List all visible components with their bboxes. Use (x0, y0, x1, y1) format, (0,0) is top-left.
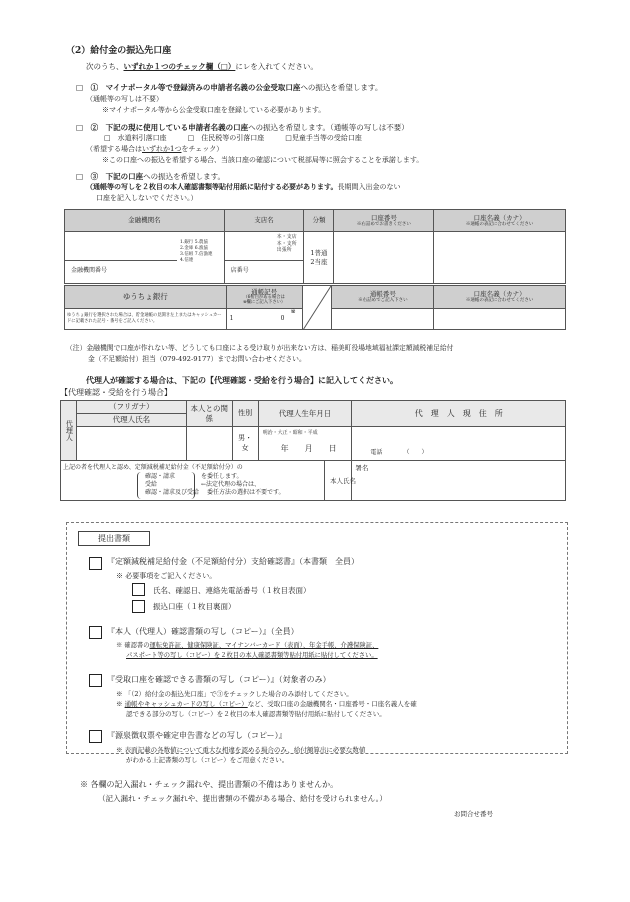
delegation-right-2: ←法定代理の場合は、 (201, 481, 261, 488)
h-institution: 金融機関名 (65, 210, 225, 232)
yucho-mark-cell[interactable] (226, 309, 302, 330)
yucho-number-cell[interactable] (332, 309, 434, 330)
final-check-2: （記入漏れ・チェック漏れや、提出書類の不備がある場合、給付を受けられません。） (98, 794, 387, 803)
h-proxy-name: 代理人氏名 (76, 414, 186, 427)
doc3-note-3: 認できる部分の写し（コピー）を２枚目の本人確認書類等貼付用紙に貼付してください。 (126, 710, 386, 718)
instruction: 次のうち、いずれか１つのチェック欄（□）にレを入れてください。 (86, 62, 318, 71)
h-yucho-mark: 通帳記号 （6桁目がある場合は ※欄にご記入下さい） (226, 286, 302, 309)
account-number-cell[interactable] (334, 232, 434, 284)
proxy-side-label: 代理人 (61, 401, 77, 461)
relation-cell[interactable] (186, 427, 232, 461)
option-2-hope: （希望する場合はいずれか1つをチェック） (86, 145, 224, 153)
bank-table (64, 209, 566, 284)
delegation-right-1: を委任します。 (201, 473, 243, 480)
doc1-sub2-checkbox[interactable] (132, 600, 145, 613)
h-yucho-account-name: 口座名義（カナ） ※通帳の表記に合わせてください (434, 286, 566, 309)
doc1-label: 『定額減税補足給付金（不足額給付分）支給確認書』（本書類 全員） (107, 557, 359, 566)
delegation-option-3[interactable]: 確認・請求及び受給 (145, 489, 200, 496)
yucho-name: ゆうちょ銀行 (65, 286, 227, 309)
h-account: 口座番号 ※右詰めでお書きください (334, 210, 434, 232)
branch-kinds: 本・支店 本・支所 出張所 (276, 234, 297, 253)
mark-digit-0: 0 (280, 315, 285, 322)
final-check-1: ※ 各欄の記入漏れ・チェック漏れや、提出書類の不備はありませんか。 (80, 780, 339, 789)
proxy-name-cell[interactable] (76, 427, 186, 461)
diagonal-cell (302, 286, 332, 330)
signature-cell[interactable] (352, 461, 566, 501)
account-name-cell[interactable] (434, 232, 566, 284)
contact-number-label: お問合せ番号 (454, 810, 493, 818)
option-2[interactable]: □ ② 下記の現に使用している申請者名義の口座への振込を希望します。（通帳等の写しは不要） (76, 123, 409, 132)
doc4-note-1: ※ 表面記載の各数値について重大な相違を認める場合のみ、給付額算出に必要な数値 (116, 746, 366, 754)
doc3-note-2: ※ 通帳やキャッシュカードの写し（コピー）など、受取口座の金融機関名・口座番号・口座名義人を確 (116, 700, 417, 708)
documents-title: 提出書類 (78, 531, 150, 546)
sex-cell[interactable]: 男・女 (232, 427, 258, 461)
tel-line: 電話 （ ） (370, 449, 428, 456)
h-relation: 本人との関係 (186, 401, 232, 427)
address-cell[interactable] (352, 427, 566, 461)
doc1-note: ※ 必要事項をご記入ください。 (116, 572, 217, 580)
delegation-right-3: 委任方法の選択は不要です。 (207, 489, 285, 496)
option-1-note: （通帳等の写しは不要） (86, 95, 163, 103)
branch-code-label: 店番号 (230, 267, 249, 274)
mark-star: ※ (290, 308, 296, 315)
yucho-note: ゆうちょ銀行を選択された場合は、貯金通帳の見開き左上またはキャッシュカードに記載された記号・番号をご記入ください。 (65, 309, 227, 330)
proxy-table (60, 400, 566, 501)
doc4-label: 『源泉徴収票や確定申告書などの写し（コピー）』 (107, 731, 287, 740)
doc4-checkbox[interactable] (89, 730, 102, 743)
option-3-note2: 口座を記入しないでください。） (96, 194, 198, 202)
h-yucho-number: 通帳番号 ※右詰めでご記入下さい (332, 286, 434, 309)
delegation-option-1[interactable]: 確認・請求 (145, 473, 176, 480)
birth-ymd: 年 月 日 (280, 444, 337, 453)
option-3-note: （通帳等の写しを２枚目の本人確認書類等貼付用紙に貼付する必要があります。長期間入出金のない (86, 182, 401, 191)
option-3[interactable]: □ ③ 下記の口座への振込を希望します。 (76, 172, 225, 181)
option-1-note2: ※マイナポータル等から公金受取口座を登録している必要があります。 (102, 106, 326, 114)
doc4-note-2: がわかる上記書類の写し（コピー）をご用意ください。 (126, 756, 289, 764)
institution-cell[interactable] (65, 232, 225, 284)
principal-name-label: 本人氏名 (330, 477, 356, 485)
option-2-choices[interactable]: □ 水道料引落口座 □ 住民税等の引落口座 □児童手当等の受給口座 (104, 134, 362, 142)
doc2-checkbox[interactable] (89, 626, 102, 639)
doc2-label: 『本人（代理人）確認書類の写し（コピー）』（全員） (107, 627, 299, 636)
branch-cell[interactable] (224, 232, 304, 284)
doc1-sub1-checkbox[interactable] (132, 583, 145, 596)
doc3-label: 『受取口座を確認できる書類の写し（コピー）』（対象者のみ） (107, 675, 331, 684)
doc2-note: ※ 確認書の運転免許証、健康保険証、マイナンバーカード（表面）、年金手帳、介護保険証、 (116, 642, 379, 649)
h-sex: 性別 (232, 401, 258, 427)
doc1-sub1-label: 氏名、確認日、連絡先電話番号（１枚目表面） (153, 586, 311, 595)
delegation-option-2[interactable]: 受給 (145, 481, 158, 488)
doc1-sub2-label: 振込口座（１枚目裏面） (153, 602, 236, 611)
attention-note: （注）金融機関で口座が作れない等、どうしても口座による受け取りが出来ない方は、稲美町役場地域福祉課定額減税補足給付 (66, 344, 454, 352)
signature-label: 署名 (355, 464, 369, 472)
h-branch: 支店名 (224, 210, 304, 232)
h-type: 分類 (304, 210, 334, 232)
attention-note-2: 金（不足額給付）担当（079-492-9177）までお問い合わせください。 (88, 355, 306, 363)
h-address: 代 理 人 現 住 所 (352, 401, 566, 427)
doc3-note-1: ※ 「（2）給付金の振込先口座」で③をチェックした場合のみ添付してください。 (116, 690, 353, 698)
proxy-heading: 代理人が確認する場合は、下記の【代理確認・受給を行う場合】に記入してください。 (86, 375, 398, 385)
section-title: （2）給付金の振込先口座 (66, 46, 172, 56)
inst-kinds: 1.銀行 5.農協 2.金庫 6.漁協 3.信組 7.信漁連 4.信連 (180, 240, 213, 264)
doc2-note-2: パスポート等の写し（コピー）を２枚目の本人確認書類等貼付用紙に貼付してください。 (126, 652, 378, 659)
proxy-label: 【代理確認・受給を行う場合】 (60, 388, 172, 397)
birth-eras: 明治・大正・昭和・平成 (262, 430, 318, 436)
h-account-name: 口座名義（カナ） ※通帳の表記に合わせてください (434, 210, 566, 232)
inst-code-label: 金融機関番号 (71, 267, 108, 274)
option-1[interactable]: □ ① マイナポータル等で登録済みの申請者名義の公金受取口座への振込を希望します。 (76, 83, 383, 92)
delegation-cell (61, 461, 356, 501)
yucho-account-name-cell[interactable] (434, 309, 566, 330)
delegation-text: 上記の者を代理人と認め、定額減税補足給付金（不足額給付分）の (63, 464, 243, 471)
doc1-checkbox[interactable] (89, 557, 102, 570)
h-furigana: （フリガナ） (76, 401, 186, 414)
h-birthdate: 代理人生年月日 (258, 401, 352, 427)
yucho-table (64, 285, 566, 330)
birth-cell[interactable] (258, 427, 352, 461)
mark-digit-1: 1 (229, 315, 234, 322)
doc3-checkbox[interactable] (89, 674, 102, 687)
option-2-note: ※この口座への振込を希望する場合、当該口座の確認について税部局等に照会することを承諾します。 (102, 156, 424, 164)
type-cell[interactable]: 1普通 2当座 (304, 232, 334, 284)
